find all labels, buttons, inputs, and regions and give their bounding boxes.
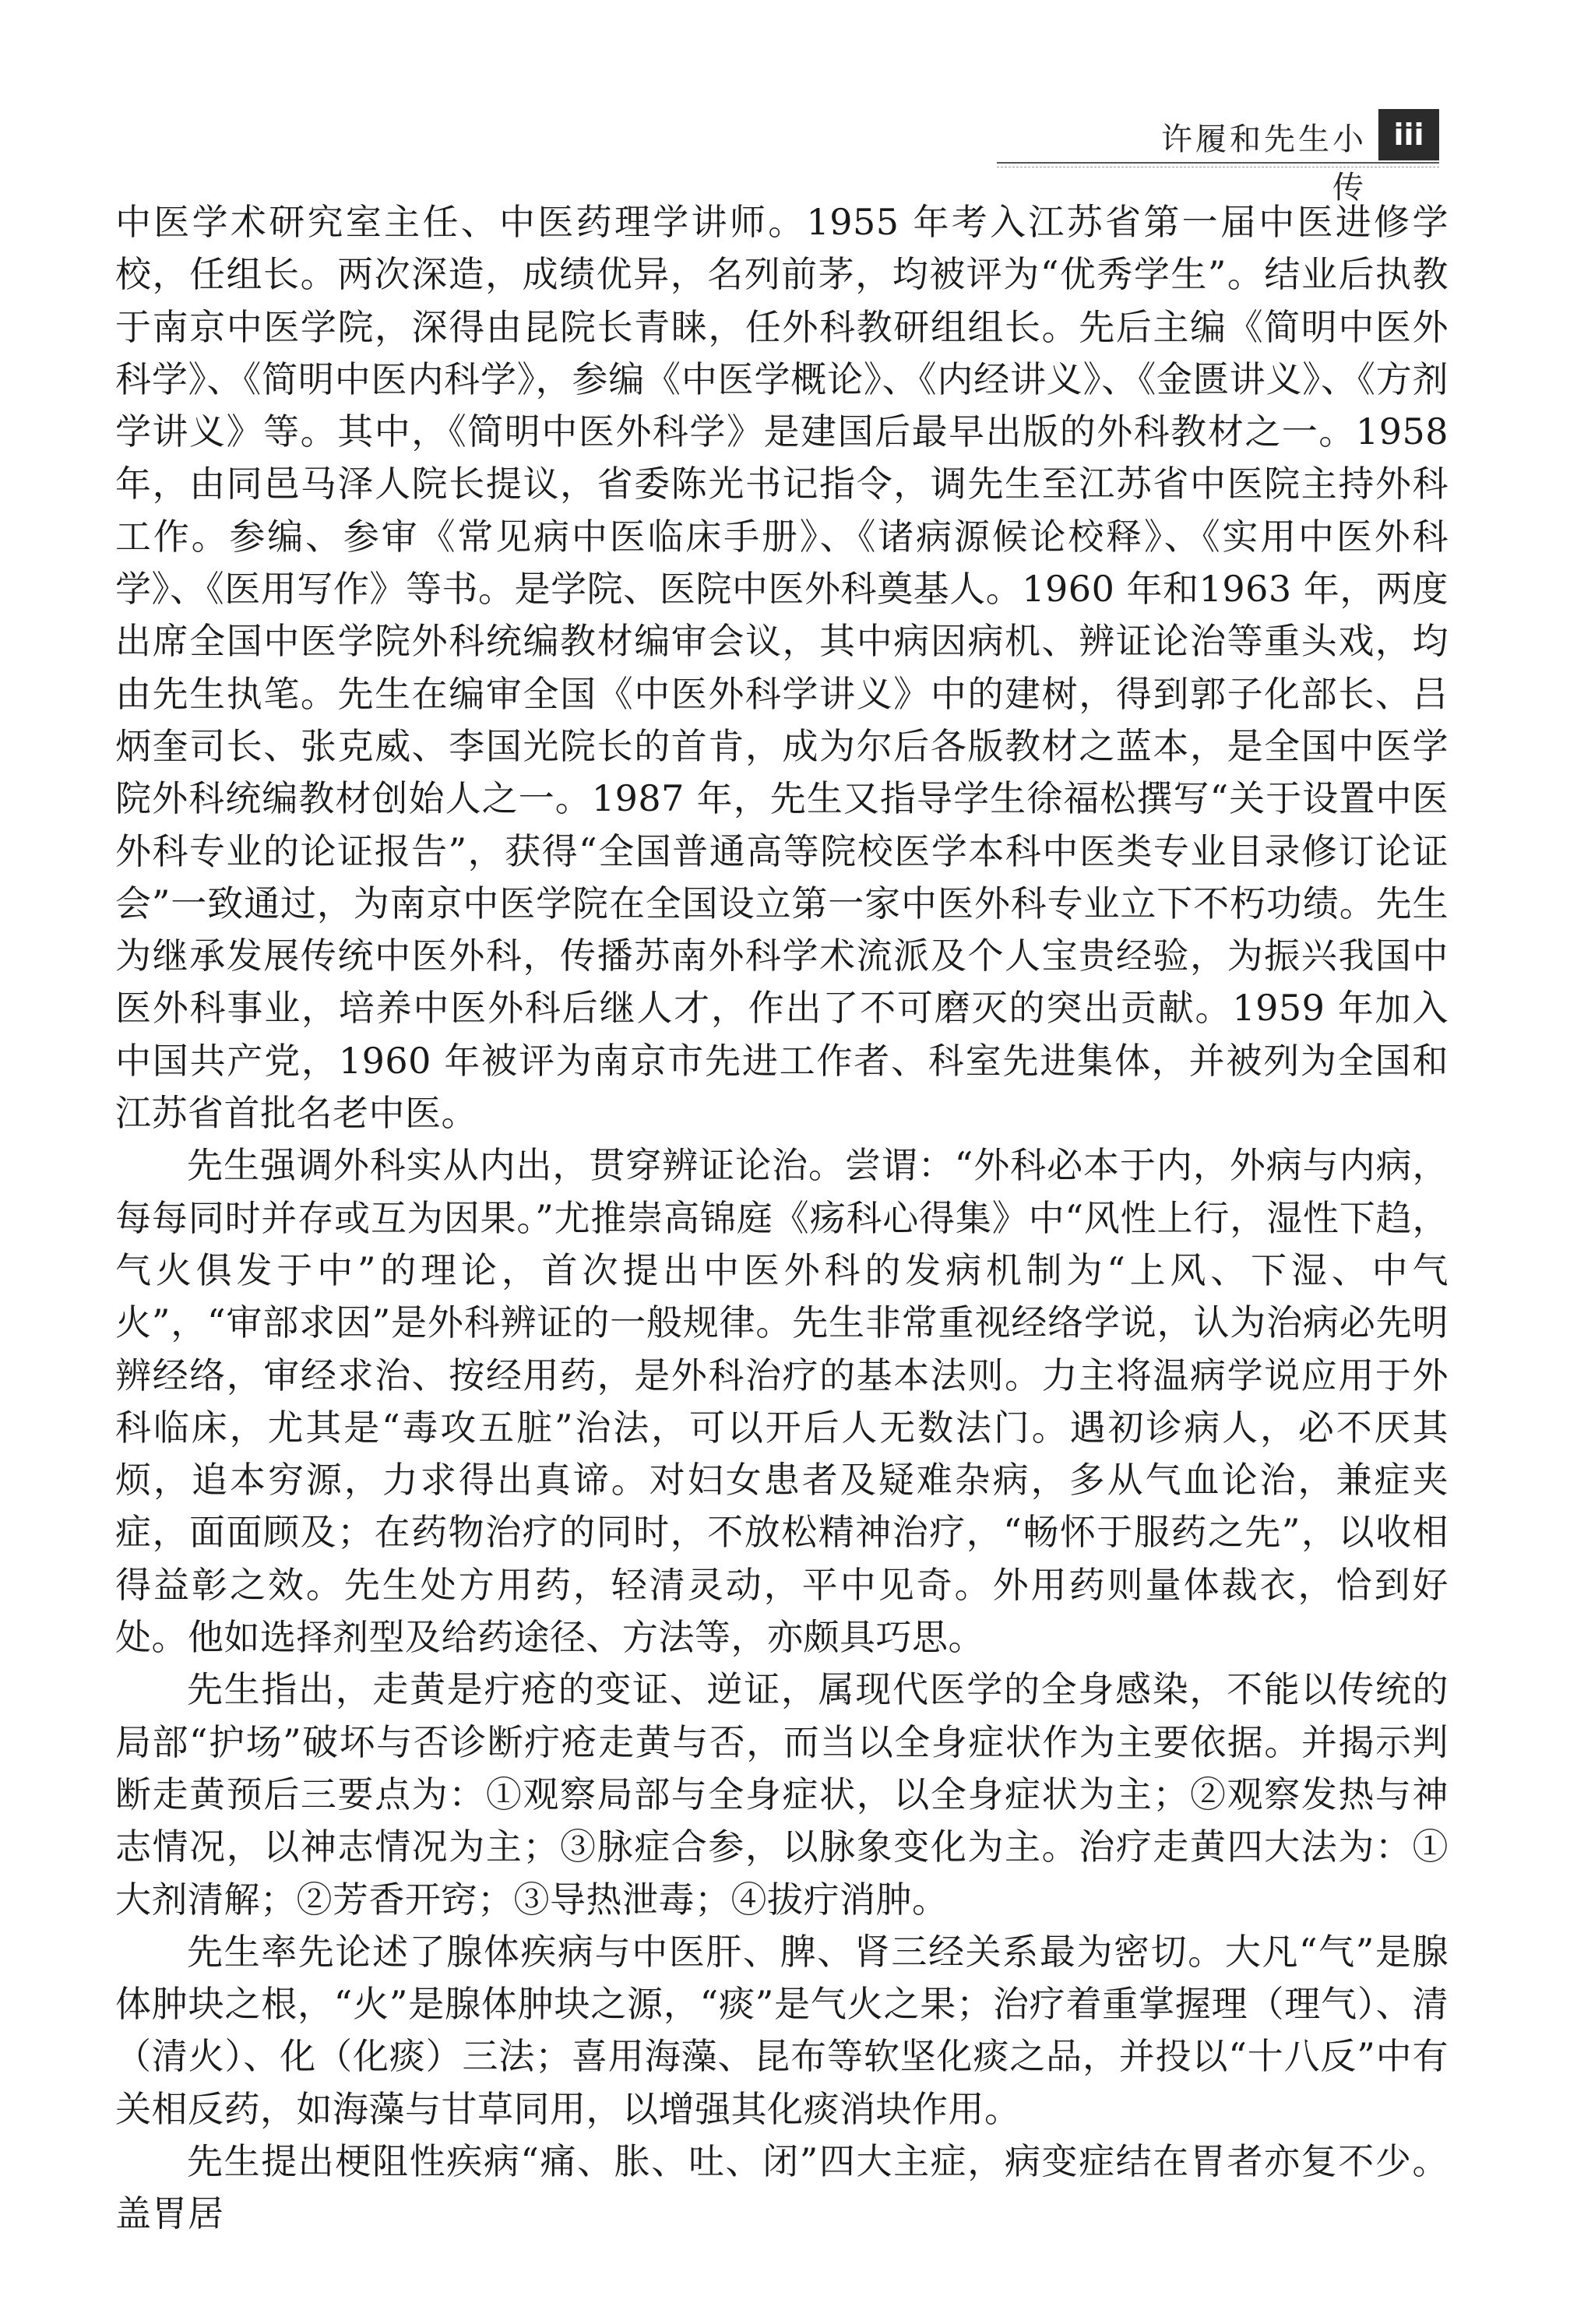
page-number: iii [1378, 109, 1439, 160]
body-text [115, 196, 1449, 2241]
paragraph-3: 先生指出，走黄是疔疮的变证、逆证，属现代医学的全身感染，不能以传统的局部“护场”破坏与否诊断疔疮走黄与否，而当以全身症状作为主要依据。并揭示判断走黄预后三要点为：①观察局部与全身症状，以全身症状为主；②观察发热与神志情况，以神志情况为主；③脉症合参，以脉象变化为主。治疗走黄四大法为：①大剂清解；②芳香开窍；③导热泄毒；④拔疔消肿。 [115, 1668, 1449, 1921]
paragraph-1: 中医学术研究室主任、中医药理学讲师。1955 年考入江苏省第一届中医进修学校，任组长。两次深造，成绩优异，名列前茅，均被评为“优秀学生”。结业后执教于南京中医学院，深得由昆院长青睐，任外科教研组组长。先后主编《简明中医外科学》、《简明中医内科学》，参编《中医学概论》、《内经讲义》、《金匮讲义》、《方剂学讲义》等。其中，《简明中医外科学》是建国后最早出版的外科教材之一。1958 年，由同邑马泽人院长提议，省委陈光书记指令，调先生至江苏省中医院主持外科工作。参编、参审《常见病中医临床手册》、《诸病源候论校释》、《实用中医外科学》、《医用写作》等书。是学院、医院中医外科奠基人。1960 年和1963 年，两度出席全国中医学院外科统编教材编审会议，其中病因病机、辨证论治等重头戏，均由先生执笔。先生在编审全国《中医外科学讲义》中的建树，得到郭子化部长、吕炳奎司长、张克威、李国光院长的首肯，成为尔后各版教材之蓝本，是全国中医学院外科统编教材创始人之一。1987 年，先生又指导学生徐福松撰写“关于设置中医外科专业的论证报告”，获得“全国普通高等院校医学本科中医类专业目录修订论证会”一致通过，为南京中医学院在全国设立第一家中医外科专业立下不朽功绩。先生为继承发展传统中医外科，传播苏南外科学术流派及个人宝贵经验，为振兴我国中医外科事业，培养中医外科后继人才，作出了不可磨灭的突出贡献。1959 年加入中国共产党，1960 年被评为南京市先进工作者、科室先进集体，并被列为全国和江苏省首批名老中医。 [115, 201, 1449, 1135]
running-head-title: 许履和先生小传 [1161, 121, 1367, 206]
paragraph-5: 先生提出梗阻性疾病“痛、胀、吐、闭”四大主症，病变症结在胃者亦复不少。盖胃居 [115, 2139, 1449, 2235]
paragraph-2: 先生强调外科实从内出，贯穿辨证论治。尝谓：“外科必本于内，外病与内病，每每同时并存或互为因果。”尤推崇高锦庭《疡科心得集》中“风性上行，湿性下趋，气火俱发于中”的理论，首次提出中医外科的发病机制为“上风、下湿、中气火”，“审部求因”是外科辨证的一般规律。先生非常重视经络学说，认为治病必先明辨经络，审经求治、按经用药，是外科治疗的基本法则。力主将温病学说应用于外科临床，尤其是“毒攻五脏”治法，可以开后人无数法门。遇初诊病人，必不厌其烦，追本穷源，力求得出真谛。对妇女患者及疑难杂病，多从气血论治，兼症夹症，面面顾及；在药物治疗的同时，不放松精神治疗，“畅怀于服药之先”，以收相得益彰之效。先生处方用药，轻清灵动，平中见奇。外用药则量体裁衣，恰到好处。他如选择剂型及给药途径、方法等，亦颇具巧思。 [115, 1144, 1449, 1659]
paragraph-4: 先生率先论述了腺体疾病与中医肝、脾、肾三经关系最为密切。大凡“气”是腺体肿块之根，“火”是腺体肿块之源，“痰”是气火之果；治疗着重掌握理（理气）、清（清火）、化（化痰）三法；喜用海藻、昆布等软坚化痰之品，并投以“十八反”中有关相反药，如海藻与甘草同用，以增强其化痰消块作用。 [115, 1930, 1449, 2130]
